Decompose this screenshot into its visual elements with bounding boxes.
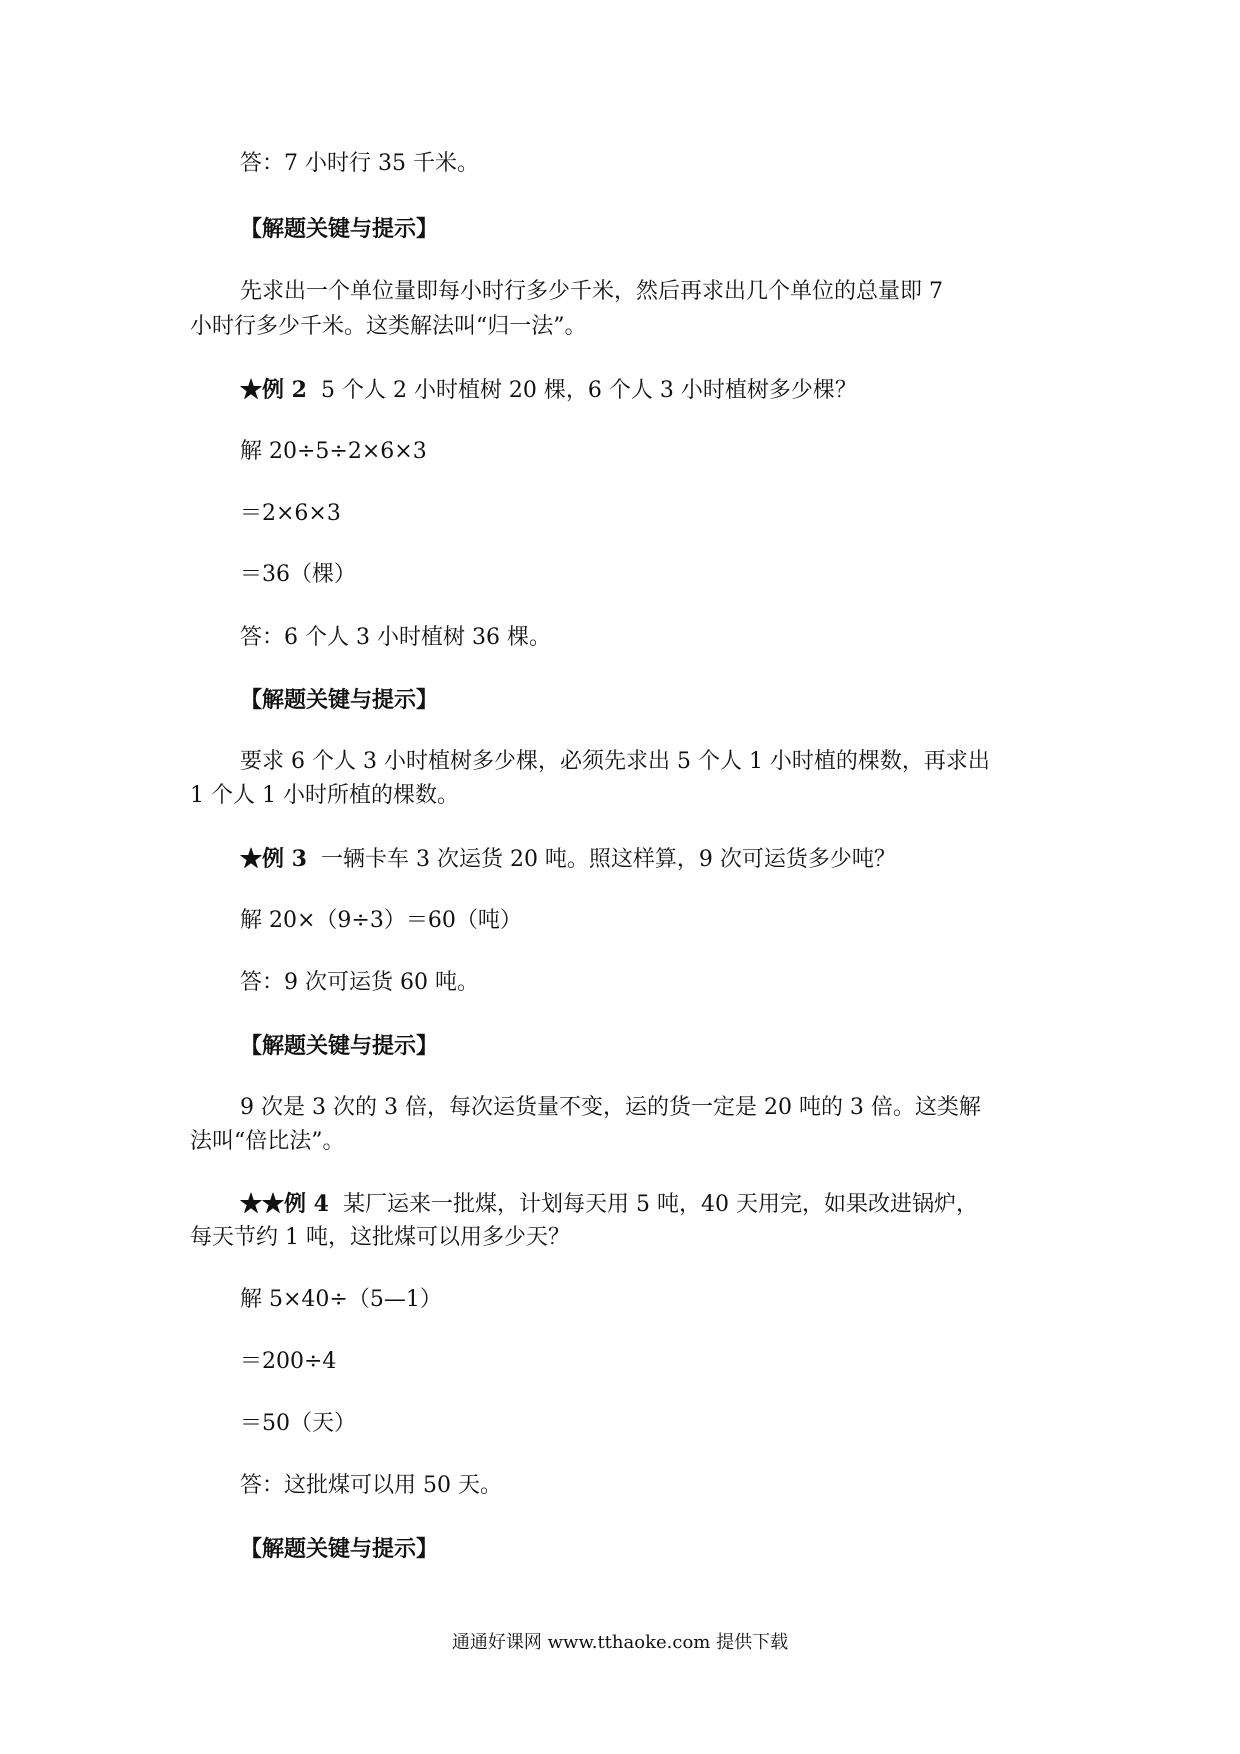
example-4 — [240, 1188, 978, 1221]
solution-line: ＝200÷4 — [240, 1349, 337, 1374]
example-question: 一辆卡车 3 次运货 20 吨。照这样算，9 次可运货多少吨？ — [320, 847, 896, 872]
example-2 — [240, 374, 857, 407]
solution-line: 解 20×（9÷3）＝60（吨） — [240, 908, 522, 933]
solution-line: 解 20÷5÷2×6×3 — [240, 439, 427, 464]
page-footer: 通通好课网 www.tthaoke.com 提供下载 — [451, 1632, 789, 1653]
hint-text: 法叫“倍比法”。 — [190, 1129, 345, 1154]
hint-text: 1 个人 1 小时所植的棵数。 — [190, 783, 459, 808]
answer-line: 答：9 次可运货 60 吨。 — [240, 970, 479, 995]
hint-text: 小时行多少千米。这类解法叫“归一法”。 — [190, 314, 587, 339]
hint-heading: 【解题关键与提示】 — [240, 216, 439, 242]
hint-heading: 【解题关键与提示】 — [240, 1536, 439, 1562]
solution-line: 解 5×40÷（5—1） — [240, 1287, 442, 1312]
solution-line: ＝36（棵） — [240, 562, 356, 587]
example-label: ★例 3 — [240, 846, 307, 872]
example-label: ★★例 4 — [240, 1191, 329, 1217]
answer-line: 答：6 个人 3 小时植树 36 棵。 — [240, 625, 551, 650]
hint-text: 先求出一个单位量即每小时行多少千米，然后再求出几个单位的总量即 7 — [240, 279, 943, 304]
example-question-cont: 每天节约 1 吨，这批煤可以用多少天？ — [190, 1225, 570, 1250]
solution-line: ＝50（天） — [240, 1411, 356, 1436]
example-3 — [240, 843, 896, 876]
hint-text: 要求 6 个人 3 小时植树多少棵，必须先求出 5 个人 1 小时植的棵数，再求出 — [240, 749, 990, 774]
example-label: ★例 2 — [240, 377, 307, 403]
solution-line: ＝2×6×3 — [240, 501, 341, 526]
answer-line: 答：7 小时行 35 千米。 — [240, 151, 479, 176]
example-question: 某厂运来一批煤，计划每天用 5 吨，40 天用完，如果改进锅炉， — [342, 1192, 978, 1217]
hint-heading: 【解题关键与提示】 — [240, 687, 439, 713]
example-question: 5 个人 2 小时植树 20 棵，6 个人 3 小时植树多少棵？ — [320, 378, 857, 403]
hint-heading: 【解题关键与提示】 — [240, 1033, 439, 1059]
answer-line: 答：这批煤可以用 50 天。 — [240, 1473, 502, 1498]
hint-text: 9 次是 3 次的 3 倍，每次运货量不变，运的货一定是 20 吨的 3 倍。这类解 — [240, 1095, 981, 1120]
